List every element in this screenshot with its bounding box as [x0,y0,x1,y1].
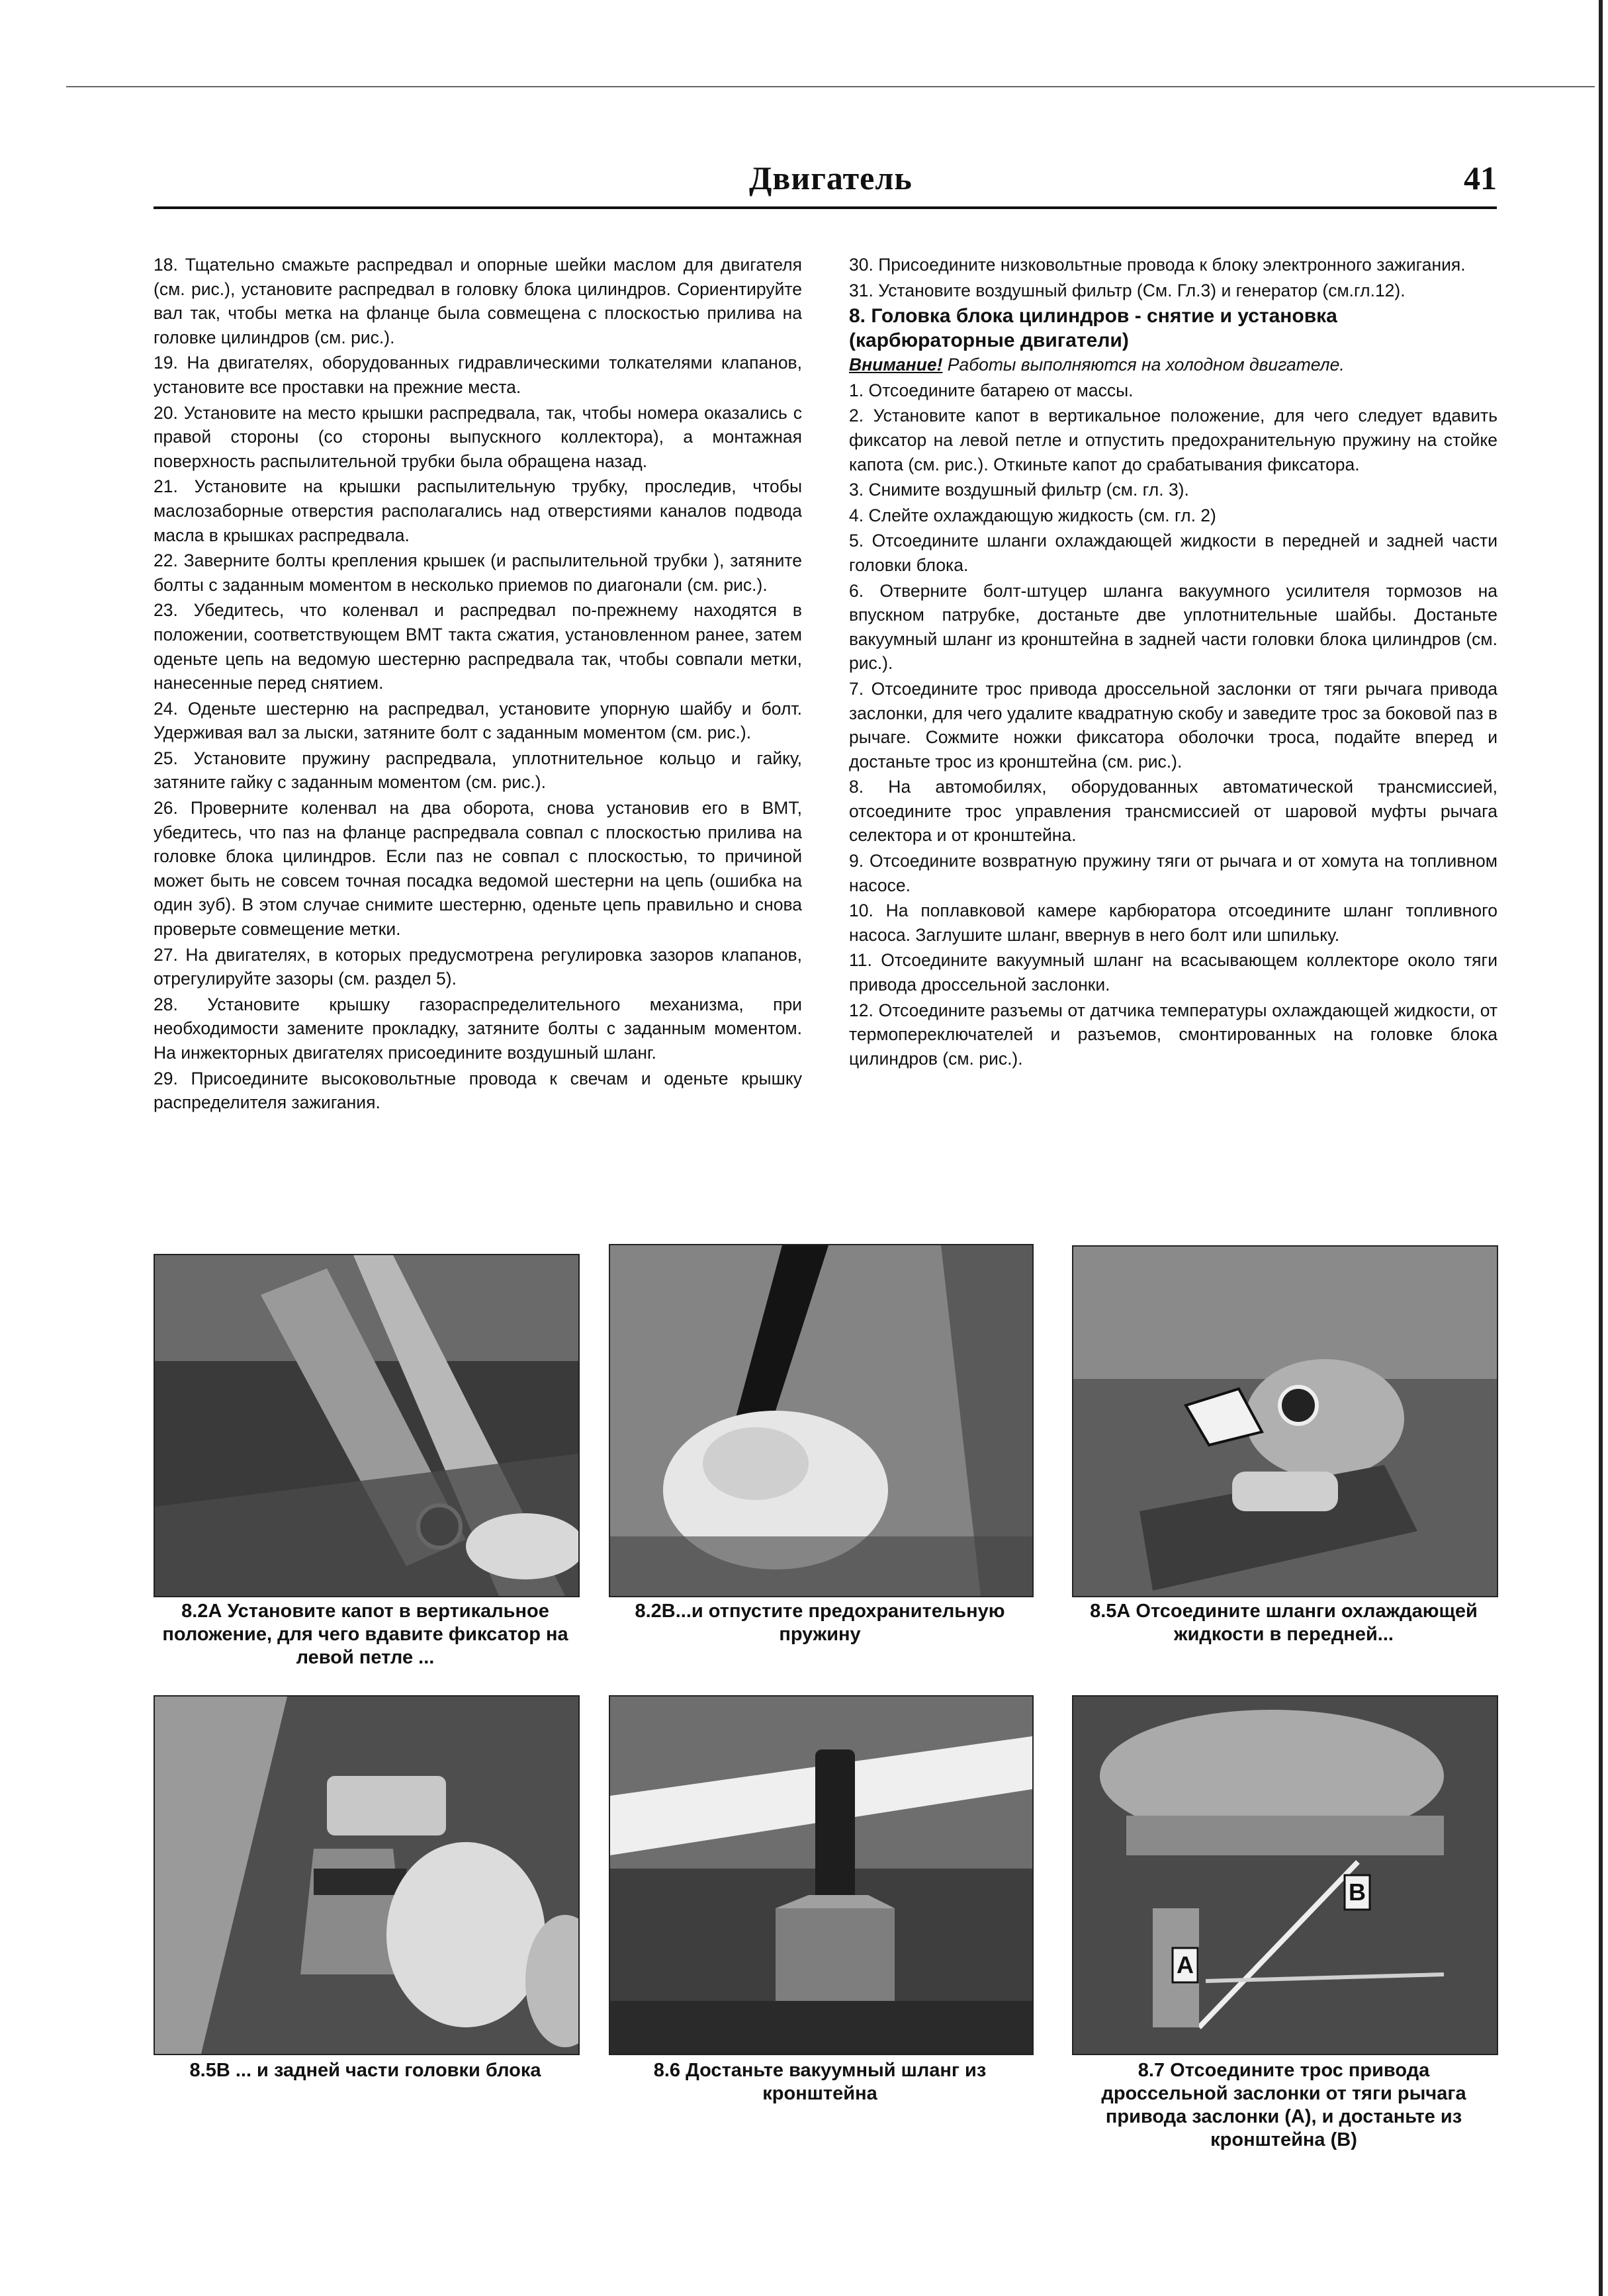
figure-8-2a-caption: 8.2А Установите капот в вертикальное положение, для чего вдавите фиксатор на левой петле ... [162,1601,568,1668]
step-paragraph: 29. Присоедините высоковольтные провода к свечам и оденьте крышку распределителя зажигания. [154,1068,802,1113]
label-b: B [1349,1878,1366,1906]
figure-8-2b-photo [609,1244,1034,1597]
step-paragraph: 11. Отсоедините вакуумный шланг на всасывающем коллекторе около тяги привода дроссельной заслонки. [849,950,1497,995]
step-paragraph: 9. Отсоедините возвратную пружину тяги от рычага и от хомута на топливном насосе. [849,851,1497,895]
page-header [154,159,1497,209]
figure-8-5b-caption: 8.5В ... и задней части головки блока [189,2060,541,2081]
step-paragraph: 26. Проверните коленвал на два оборота, снова установив его в ВМТ, убедитесь, что паз на фланце распредвала совпал с плоскостью прилива на головке блока цилиндров. Если паз не совпал с плоскостью, то причиной может быть не совсем точная посадка ведомой шестерни на цепь (ошибка на один зуб). В этом случае снимите шестерню, оденьте цепь правильно и снова проверьте совмещение метки. [154,798,802,940]
figure-8-2b-caption: 8.2В...и отпустите предохранительную пружину [635,1601,1005,1645]
step-paragraph: 20. Установите на место крышки распредвала, так, чтобы номера оказались с правой стороны (со стороны выпускного коллектора), а монтажная поверхность распылительной трубки была обращена назад. [154,402,802,471]
step-paragraph: 28. Установите крышку газораспределительного механизма, при необходимости замените прокладку, затяните болты с заданным моментом. На инжекторных двигателях присоедините воздушный шланг. [154,994,802,1063]
figure-8-6-caption: 8.6 Достаньте вакуумный шланг из кронштейна [653,2060,987,2104]
step-paragraph: 2. Установите капот в вертикальное положение, для чего следует вдавить фиксатор на левой петле и отпустить предохранительную пружину на стойке капота (см. рис.). Откиньте капот до срабатывания фиксатора. [849,406,1497,474]
warning-note [849,353,1497,377]
step-paragraph: 10. На поплавковой камере карбюратора отсоедините шланг топливного насоса. Заглушите шланг, ввернув в него болт или шпильку. [849,901,1497,945]
step-paragraph: 31. Установите воздушный фильтр (См. Гл.3) и генератор (см.гл.12). [849,280,1406,300]
step-paragraph: 6. Отверните болт-штуцер шланга вакуумного усилителя тормозов на впускном патрубке, достаньте две уплотнительные шайбы. Достаньте вакуумный шланг из кронштейна в задней части головки блока цилиндров (см. рис.). [849,580,1497,674]
step-paragraph: 22. Заверните болты крепления крышек (и распылительной трубки ), затяните болты с заданным моментом в несколько приемов по диагонали (см. рис.). [154,551,802,595]
step-paragraph: 4. Слейте охлаждающую жидкость (см. гл. 2) [849,505,1216,525]
step-paragraph: 8. На автомобилях, оборудованных автоматической трансмиссией, отсоедините трос управления трансмиссией от шаровой муфты рычага селектора и от кронштейна. [849,777,1497,846]
step-paragraph: 12. Отсоедините разъемы от датчика температуры охлаждающей жидкости, от термопереключателей и разъемов, смонтированных на головке блока цилиндров (см. рис.). [849,1000,1497,1069]
step-paragraph: 3. Снимите воздушный фильтр (см. гл. 3). [849,480,1189,500]
figure-8-7-photo [1072,1695,1498,2055]
figure-8-5a-photo [1072,1245,1498,1597]
figure-8-5a-caption: 8.5А Отсоедините шланги охлаждающей жидкости в передней... [1090,1601,1478,1645]
scan-edge-right [1599,0,1603,2296]
step-paragraph: 18. Тщательно смажьте распредвал и опорные шейки маслом для двигателя (см. рис.), установите распредвал в головку блока цилиндров. Сориентируйте вал так, чтобы метка на фланце была совмещена с плоскостью прилива на головке цилиндров (см. рис.). [154,255,802,347]
left-column [154,253,802,1116]
step-paragraph: 27. На двигателях, в которых предусмотрена регулировка зазоров клапанов, отрегулируйте зазоры (см. раздел 5). [154,944,802,989]
right-column [849,253,1497,1072]
step-paragraph: 19. На двигателях, оборудованных гидравлическими толкателями клапанов, установите все проставки на прежние места. [154,353,802,397]
figure-8-2a-photo [154,1254,580,1597]
step-paragraph: 7. Отсоедините трос привода дроссельной заслонки от тяги рычага привода заслонки, для чего удалите квадратную скобу и заведите трос за боковой паз в рычаге. Сожмите ножки фиксатора оболочки троса, подайте вперед и достаньте трос из кронштейна (см. рис.). [849,678,1497,772]
label-a: A [1177,1951,1194,1978]
step-paragraph: 24. Оденьте шестерню на распредвал, установите упорную шайбу и болт. Удерживая вал за лыски, затяните болт с заданным моментом (см. рис.). [154,698,802,743]
figure-8-6-photo [609,1695,1034,2055]
step-paragraph: 1. Отсоедините батарею от массы. [849,380,1134,400]
page-number: 41 [1464,159,1497,197]
warning-text: Работы выполняются на холодном двигателе. [942,355,1345,375]
step-paragraph: 21. Установите на крышки распылительную трубку, проследив, чтобы маслозаборные отверстия располагались над отверстиями каналов подвода масла в крышках распредвала. [154,476,802,545]
step-paragraph: 25. Установите пружину распредвала, уплотнительное кольцо и гайку, затяните гайку с заданным моментом (см. рис.). [154,748,802,793]
scan-edge-top [66,86,1595,87]
chapter-title: Двигатель [749,159,913,197]
figure-8-5b-photo [154,1695,580,2055]
step-paragraph: 5. Отсоедините шланги охлаждающей жидкости в передней и задней части головки блока. [849,531,1497,575]
warning-label: Внимание! [849,355,943,375]
figure-8-7-caption: 8.7 Отсоедините трос привода дроссельной заслонки от тяги рычага привода заслонки (А), и достаньте из кронштейна (В) [1101,2060,1466,2150]
step-paragraph: 30. Присоедините низковольтные провода к блоку электронного зажигания. [849,255,1466,275]
section-heading: 8. Головка блока цилиндров - снятие и установка (карбюраторные двигатели) [849,305,1337,352]
step-paragraph: 23. Убедитесь, что коленвал и распредвал по-прежнему находятся в положении, соответствующем ВМТ такта сжатия, установленном ранее, затем оденьте цепь на ведомую шестерню распредвала так, чтобы совпали метки, нанесенные перед снятием. [154,600,802,693]
